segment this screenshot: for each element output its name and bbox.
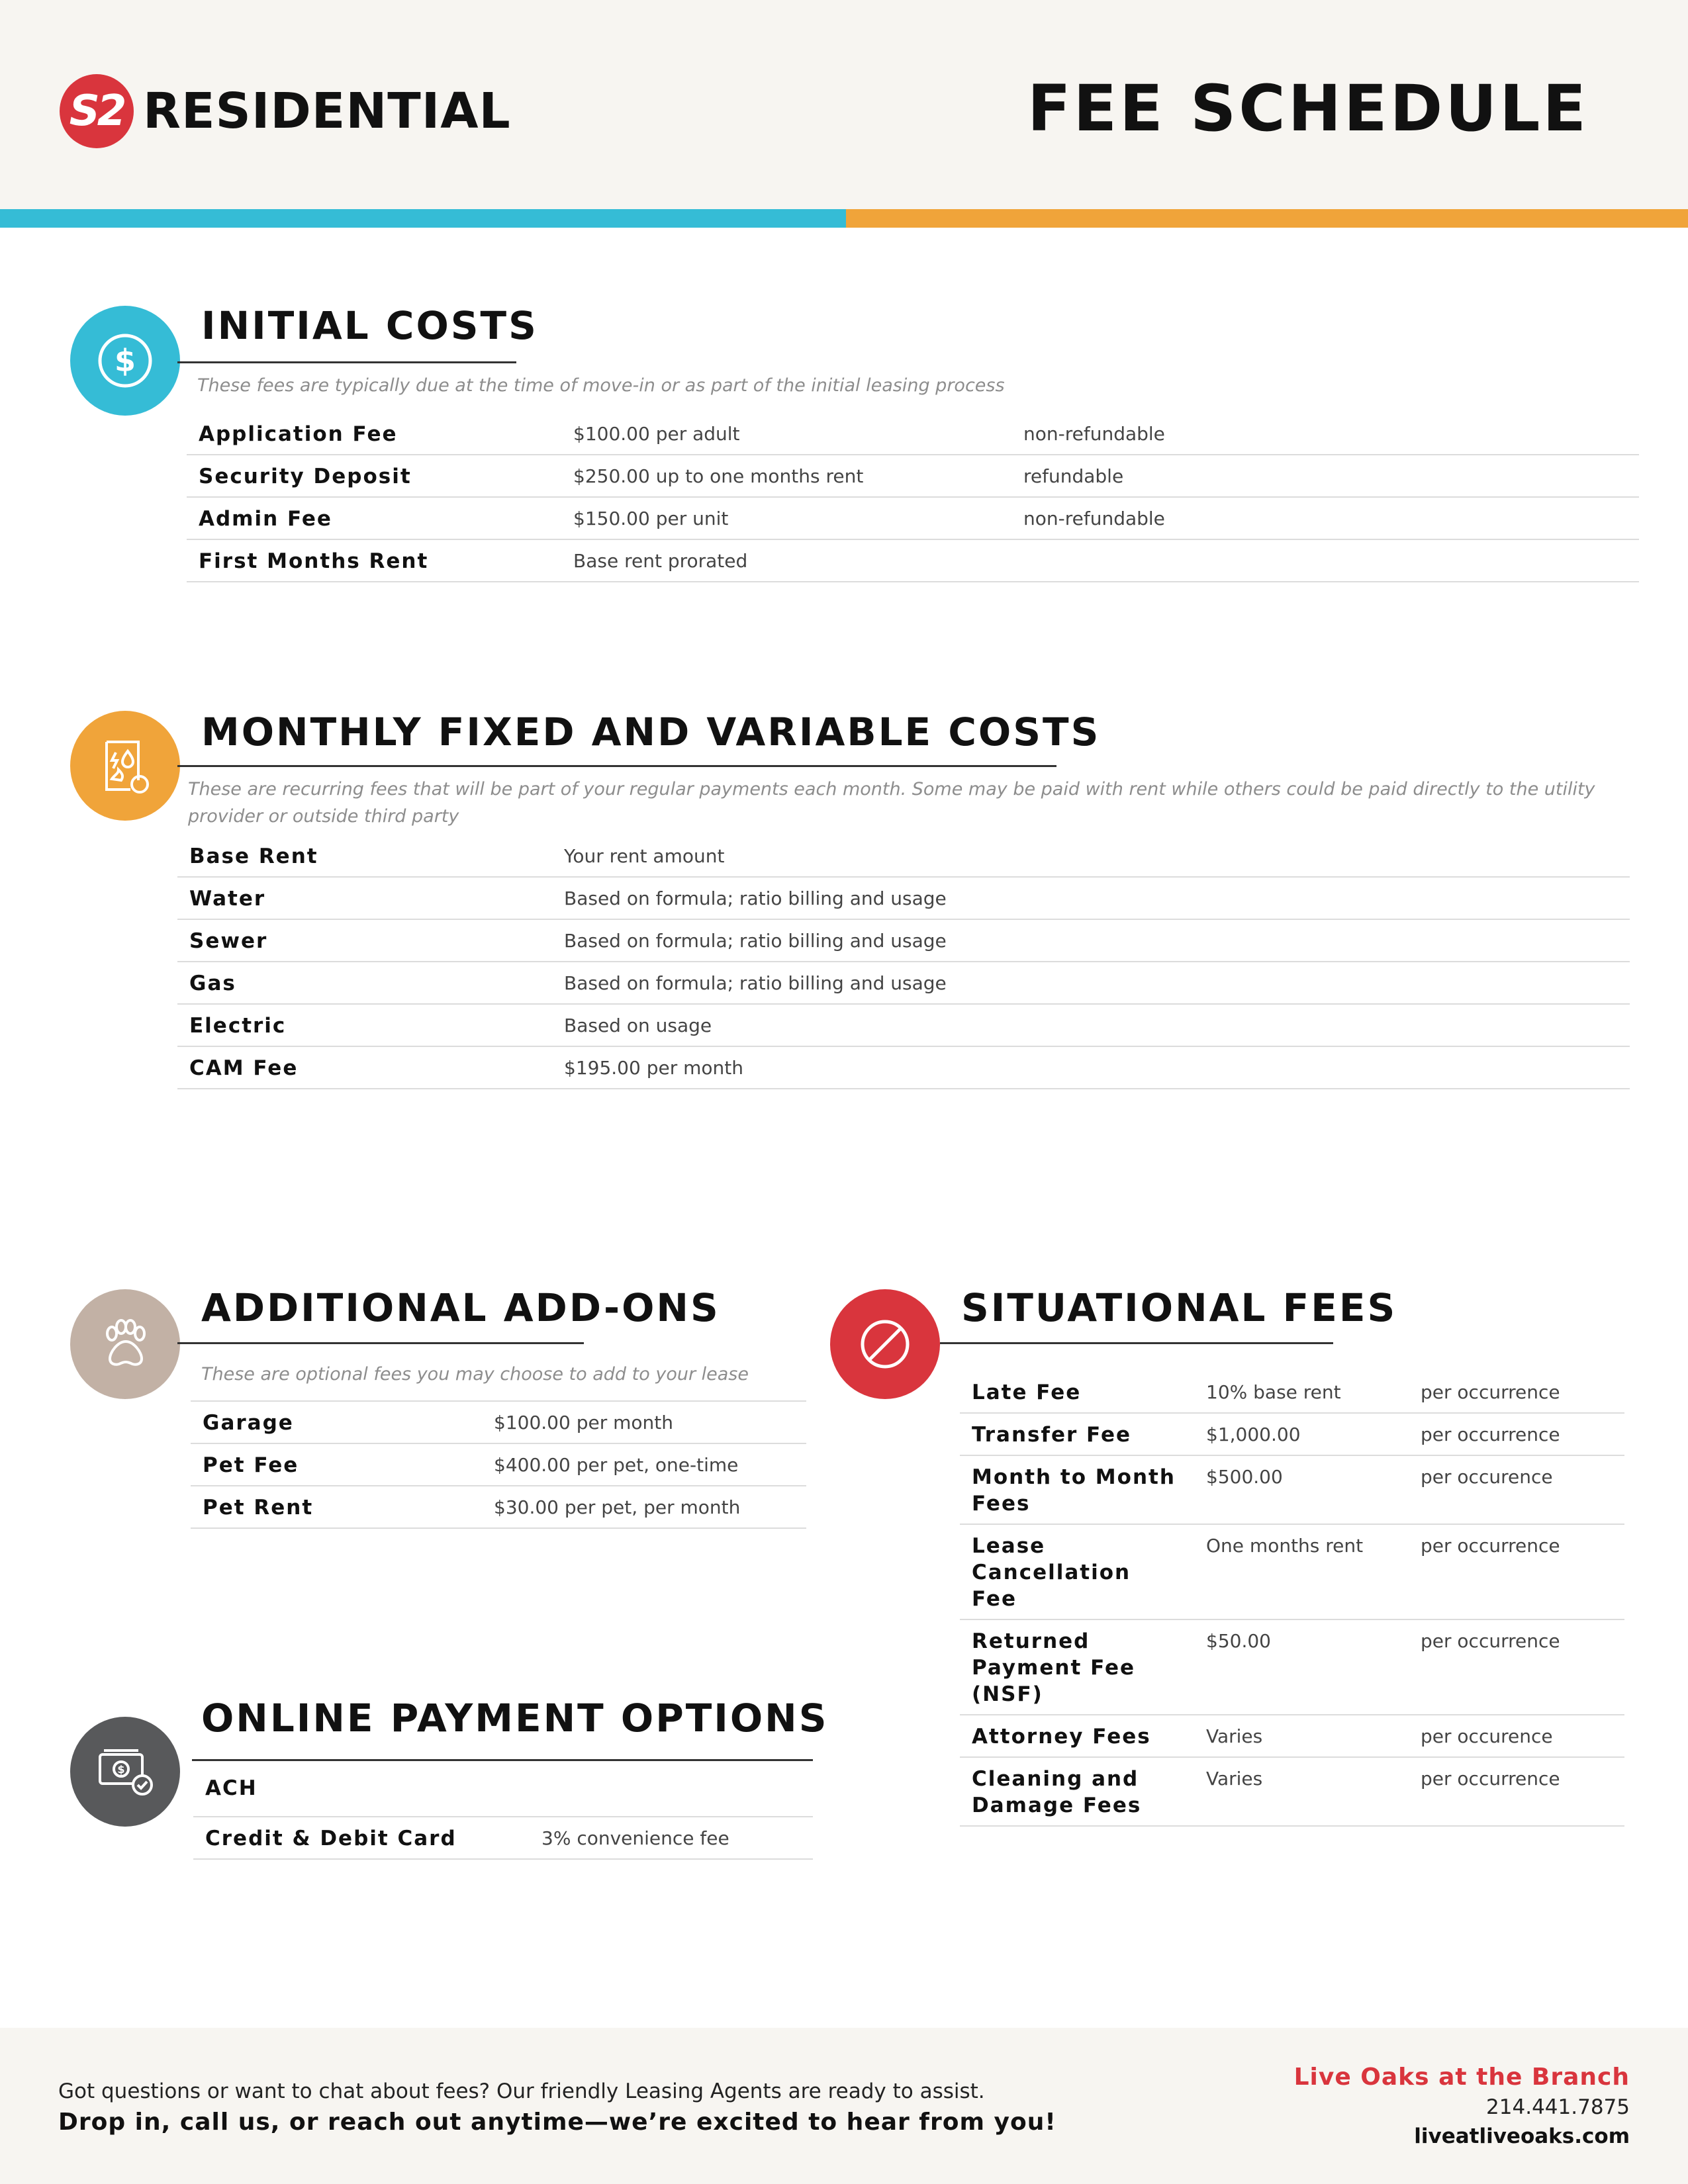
table-row bbox=[960, 1757, 1624, 1826]
fee-label: Sewer bbox=[177, 919, 552, 962]
footer-question-text: Got questions or want to chat about fees? Our friendly Leasing Agents are ready to assist. bbox=[58, 2079, 985, 2103]
table-row bbox=[187, 539, 1639, 582]
fee-label: Month to Month Fees bbox=[960, 1455, 1194, 1524]
footer-invitation-text: Drop in, call us, or reach out anytime—we’re excited to hear from you! bbox=[58, 2109, 1056, 2136]
fee-note: per occurrence bbox=[1409, 1524, 1624, 1619]
payment-option-label: Credit & Debit Card bbox=[193, 1817, 530, 1859]
fee-label: First Months Rent bbox=[187, 539, 561, 582]
fee-label: Returned Payment Fee (NSF) bbox=[960, 1619, 1194, 1715]
s2-logo-mark bbox=[60, 74, 134, 148]
header-accent-bar-orange bbox=[846, 209, 1688, 228]
fee-note: per occurrence bbox=[1409, 1619, 1624, 1715]
fee-amount: Based on usage bbox=[552, 1004, 1630, 1046]
fee-label: Pet Fee bbox=[191, 1443, 482, 1486]
paw-icon-graphic bbox=[92, 1311, 158, 1377]
fee-label: CAM Fee bbox=[177, 1046, 552, 1089]
fee-note: refundable bbox=[1011, 455, 1639, 497]
table-row bbox=[193, 1767, 813, 1817]
utility-bill-icon-graphic bbox=[92, 733, 158, 799]
table-row bbox=[960, 1715, 1624, 1757]
svg-text:$: $ bbox=[114, 343, 136, 379]
page-title: FEE SCHEDULE bbox=[1027, 71, 1589, 146]
fee-label: Cleaning and Damage Fees bbox=[960, 1757, 1194, 1826]
money-check-icon-graphic bbox=[92, 1739, 158, 1805]
prohibited-icon-graphic bbox=[852, 1311, 918, 1377]
initial-costs-description: These fees are typically due at the time of move-in or as part of the initial leasing process bbox=[197, 375, 1005, 396]
fee-note: non-refundable bbox=[1011, 413, 1639, 455]
table-row bbox=[177, 877, 1630, 919]
fee-label: Pet Rent bbox=[191, 1486, 482, 1528]
fee-note: per occurence bbox=[1409, 1715, 1624, 1757]
utility-bill-icon bbox=[70, 711, 180, 821]
fee-amount: Based on formula; ratio billing and usage bbox=[552, 962, 1630, 1004]
fee-amount: $500.00 bbox=[1194, 1455, 1409, 1524]
header-accent-bar-blue bbox=[0, 209, 846, 228]
fee-note bbox=[1011, 539, 1639, 582]
dollar-icon-graphic bbox=[92, 328, 158, 394]
fee-label: Garage bbox=[191, 1401, 482, 1443]
fee-label: Security Deposit bbox=[187, 455, 561, 497]
money-check-icon bbox=[70, 1717, 180, 1827]
fee-note: per occurrence bbox=[1409, 1413, 1624, 1455]
table-row bbox=[177, 1046, 1630, 1089]
property-name: Live Oaks at the Branch bbox=[1293, 2064, 1630, 2091]
table-row bbox=[960, 1619, 1624, 1715]
fee-label: Transfer Fee bbox=[960, 1413, 1194, 1455]
property-website-link[interactable]: liveatliveoaks.com bbox=[1414, 2124, 1630, 2148]
fee-amount: Based on formula; ratio billing and usage bbox=[552, 919, 1630, 962]
online-payment-table bbox=[193, 1767, 813, 1860]
table-row bbox=[177, 919, 1630, 962]
initial-costs-title: INITIAL COSTS bbox=[201, 303, 538, 348]
add-ons-title: ADDITIONAL ADD-ONS bbox=[201, 1285, 720, 1330]
add-ons-description: These are optional fees you may choose to add to your lease bbox=[201, 1364, 749, 1385]
fee-amount: One months rent bbox=[1194, 1524, 1409, 1619]
fee-label: Gas bbox=[177, 962, 552, 1004]
monthly-costs-description: These are recurring fees that will be part of your regular payments each month. Some may be paid with rent while others could be paid directly to the utility provider or outside third party bbox=[188, 779, 1595, 827]
table-row bbox=[187, 497, 1639, 539]
monthly-costs-title: MONTHLY FIXED AND VARIABLE COSTS bbox=[201, 709, 1101, 754]
fee-label: Electric bbox=[177, 1004, 552, 1046]
fee-label: Base Rent bbox=[177, 835, 552, 877]
fee-amount: Base rent prorated bbox=[561, 539, 1011, 582]
add-ons-table bbox=[191, 1400, 806, 1529]
fee-label: Late Fee bbox=[960, 1371, 1194, 1413]
monthly-costs-rule bbox=[177, 765, 1056, 767]
paw-icon bbox=[70, 1289, 180, 1399]
fee-label: Admin Fee bbox=[187, 497, 561, 539]
fee-note: non-refundable bbox=[1011, 497, 1639, 539]
table-row bbox=[960, 1371, 1624, 1413]
fee-amount: $1,000.00 bbox=[1194, 1413, 1409, 1455]
table-row bbox=[960, 1413, 1624, 1455]
fee-label: Attorney Fees bbox=[960, 1715, 1194, 1757]
fee-label: Water bbox=[177, 877, 552, 919]
fee-note: per occurence bbox=[1409, 1455, 1624, 1524]
table-row bbox=[193, 1817, 813, 1859]
fee-amount: $50.00 bbox=[1194, 1619, 1409, 1715]
fee-amount: $100.00 per adult bbox=[561, 413, 1011, 455]
fee-amount: $250.00 up to one months rent bbox=[561, 455, 1011, 497]
table-row bbox=[187, 413, 1639, 455]
situational-fees-table bbox=[960, 1371, 1624, 1827]
fee-label: Application Fee bbox=[187, 413, 561, 455]
fee-label: Lease Cancellation Fee bbox=[960, 1524, 1194, 1619]
table-row bbox=[960, 1455, 1624, 1524]
table-row bbox=[177, 1004, 1630, 1046]
fee-amount: $100.00 per month bbox=[482, 1401, 806, 1443]
table-row bbox=[960, 1524, 1624, 1619]
logo-mark-text: S2 bbox=[69, 87, 124, 136]
fee-note: per occurrence bbox=[1409, 1371, 1624, 1413]
dollar-icon bbox=[70, 306, 180, 416]
fee-amount: $150.00 per unit bbox=[561, 497, 1011, 539]
s2-residential-logo bbox=[60, 74, 511, 148]
add-ons-rule bbox=[177, 1342, 584, 1344]
online-payment-rule bbox=[192, 1759, 813, 1761]
prohibited-icon bbox=[830, 1289, 940, 1399]
table-row bbox=[177, 962, 1630, 1004]
fee-amount: Varies bbox=[1194, 1757, 1409, 1826]
fee-amount: Based on formula; ratio billing and usage bbox=[552, 877, 1630, 919]
fee-amount: Your rent amount bbox=[552, 835, 1630, 877]
situational-fees-rule bbox=[940, 1342, 1333, 1344]
table-row bbox=[191, 1486, 806, 1528]
logo-brand-text: RESIDENTIAL bbox=[143, 83, 511, 140]
svg-text:$: $ bbox=[117, 1763, 125, 1776]
fee-note: per occurrence bbox=[1409, 1757, 1624, 1826]
table-row bbox=[191, 1443, 806, 1486]
property-phone[interactable]: 214.441.7875 bbox=[1486, 2095, 1630, 2119]
payment-option-label: ACH bbox=[193, 1767, 530, 1817]
table-row bbox=[177, 835, 1630, 877]
page-footer bbox=[0, 2028, 1688, 2184]
payment-option-fee bbox=[530, 1767, 813, 1817]
fee-amount: 10% base rent bbox=[1194, 1371, 1409, 1413]
online-payment-title: ONLINE PAYMENT OPTIONS bbox=[201, 1696, 829, 1741]
situational-fees-title: SITUATIONAL FEES bbox=[961, 1285, 1397, 1330]
table-row bbox=[187, 455, 1639, 497]
table-row bbox=[191, 1401, 806, 1443]
payment-option-fee: 3% convenience fee bbox=[530, 1817, 813, 1859]
initial-costs-table bbox=[187, 413, 1639, 582]
monthly-costs-table bbox=[177, 835, 1630, 1089]
fee-amount: $400.00 per pet, one-time bbox=[482, 1443, 806, 1486]
fee-amount: $30.00 per pet, per month bbox=[482, 1486, 806, 1528]
initial-costs-rule bbox=[177, 361, 516, 363]
fee-amount: $195.00 per month bbox=[552, 1046, 1630, 1089]
fee-amount: Varies bbox=[1194, 1715, 1409, 1757]
